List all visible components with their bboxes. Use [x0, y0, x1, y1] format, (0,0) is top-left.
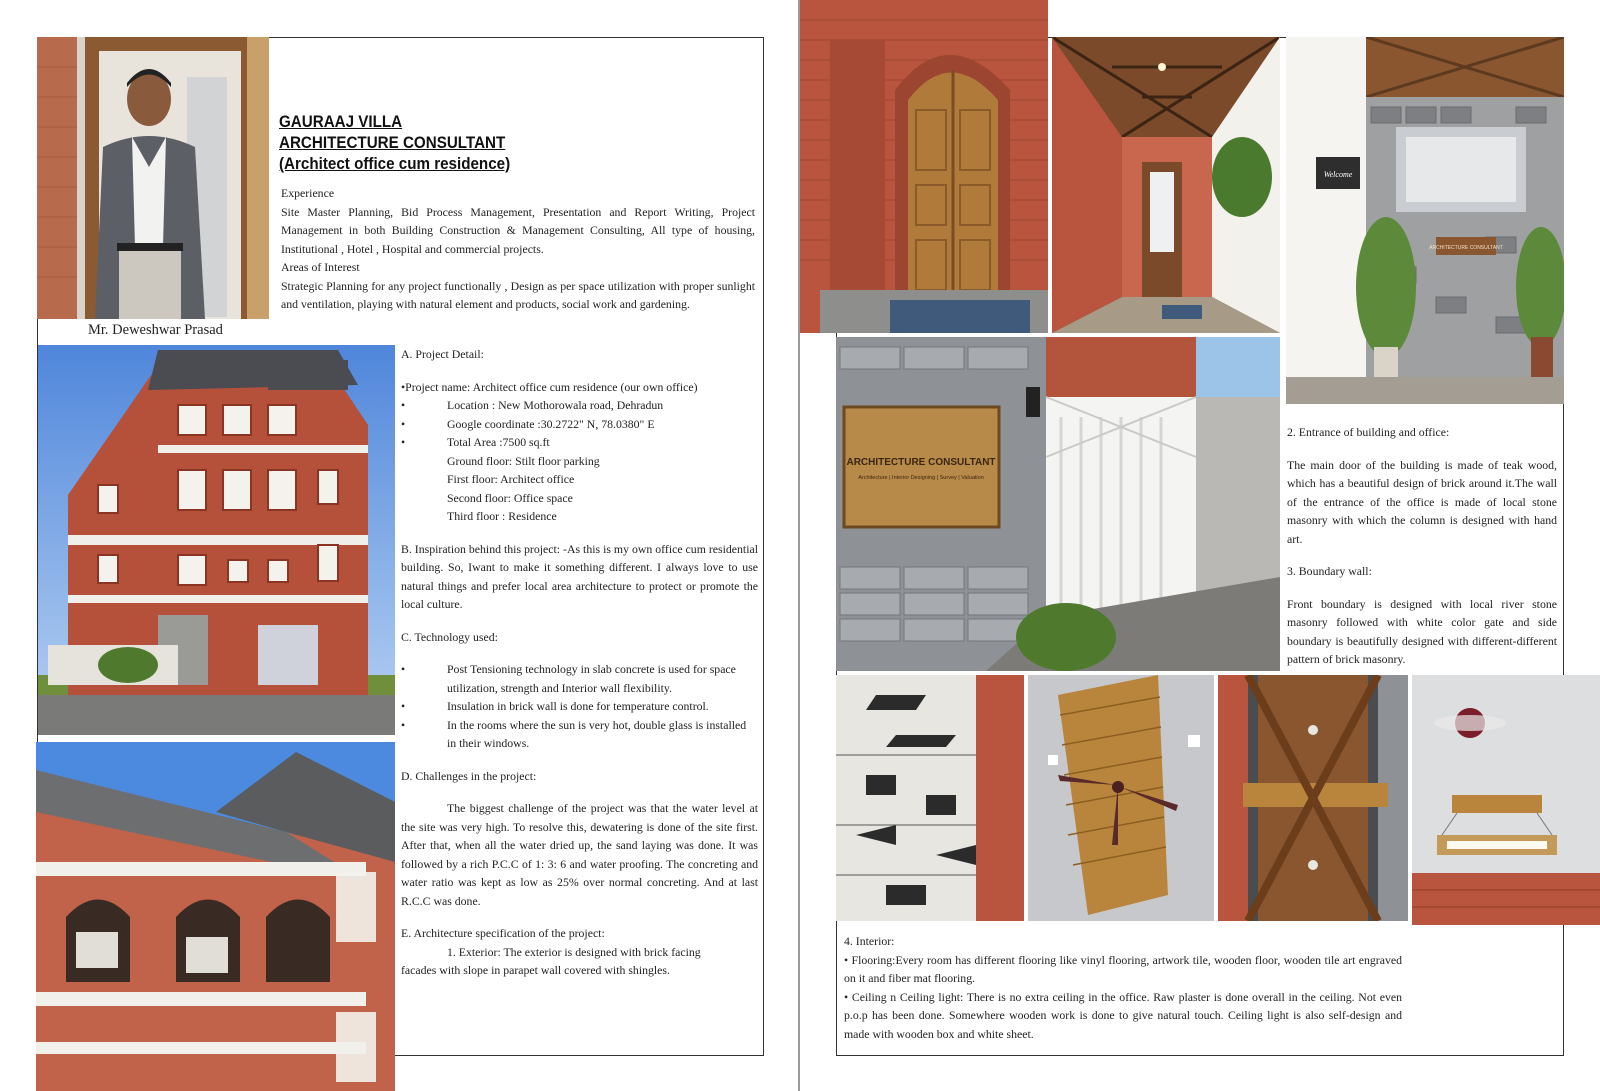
boundary-text: Front boundary is designed with local river stone masonry followed with white color gate and side boundary is beautifully designed with different-different pattern of brick masonry. — [1287, 596, 1557, 666]
boundary-gate-photo — [836, 337, 1280, 671]
technology-item: • Post Tensioning technology in slab concrete is used for space utilization, strength and Interior wall flexibility. — [401, 662, 736, 695]
architect-portrait-photo — [37, 37, 269, 319]
project-bullet: • Google coordinate :30.2722" N, 78.0380" E — [401, 416, 655, 431]
left-page — [0, 0, 798, 1091]
entrance-boundary-text — [1287, 423, 1557, 669]
page-title — [279, 112, 510, 175]
office-signboard-title: ARCHITECTURE CONSULTANT — [846, 457, 996, 468]
title-line-3: (Architect office cum residence) — [279, 155, 511, 173]
portrait-caption: Mr. Deweshwar Prasad — [88, 322, 223, 338]
flooring-photo — [836, 675, 1024, 921]
interior-flooring-text: • Flooring:Every room has different flooring like vinyl flooring, artwork tile, wooden floor, wooden tile art engraved on it and fiber mat flooring. — [844, 952, 1402, 985]
main-door-photo — [800, 0, 1048, 333]
technology-item: • Insulation in brick wall is done for temperature control. — [401, 699, 709, 713]
wooden-ceiling-photo — [1218, 675, 1408, 921]
interior-ceiling-text: • Ceiling n Ceiling light: There is no extra ceiling in the office. Raw plaster is done overall in the ceiling. Not even p.o.p has been done. Somewhere wooden work is done to give natural touch. Ceiling light is also self-design and made with wooden box and white sheet. — [844, 989, 1402, 1041]
ceiling-light-photo — [1412, 675, 1600, 925]
office-entrance-photo — [1286, 37, 1564, 404]
project-detail-heading: A. Project Detail: — [401, 347, 484, 361]
interior-text — [844, 932, 1402, 1043]
floor-line: Third floor : Residence — [447, 509, 557, 523]
office-name-plate: ARCHITECTURE CONSULTANT — [1429, 245, 1503, 251]
challenges-text: The biggest challenge of the project was that the water level at the site was very high. To resolve this, dewatering is done of the site first. After that, when all the water dried up, the sand laying was done. It was followed by a rich P.C.C of 1: 3: 6 and water proofing. The concreting and water ratio was kept as low as 25% over normal concreting. And at last R.C.C was done. — [401, 801, 758, 908]
experience-text: Site Master Planning, Bid Process Management, Presentation and Report Writing, Project Management in both Building Construction & Management Consulting, All type of housing, Institutional , Hotel , Hospital and commercial projects. — [281, 204, 755, 256]
project-details-block — [401, 345, 758, 980]
office-corridor-photo — [1052, 37, 1280, 333]
interest-heading: Areas of Interest — [281, 260, 360, 274]
welcome-sign: Welcome — [1323, 170, 1353, 179]
project-bullet: • Total Area :7500 sq.ft — [401, 435, 550, 449]
project-bullet: • Location : New Mothorowala road, Dehradun — [401, 398, 664, 412]
entrance-text: The main door of the building is made of teak wood, which has a beautiful design of brick around it.The wall of the entrance of the office is made of local stone masonry with which the column is designed with hand art. — [1287, 457, 1557, 546]
interior-heading: 4. Interior: — [844, 934, 895, 948]
technology-item: • In the rooms where the sun is very hot, double glass is installed in their windows. — [401, 717, 747, 750]
specification-lead: 1. Exterior: The exterior is designed with brick facing — [447, 944, 701, 959]
ceiling-fan-photo — [1028, 675, 1214, 921]
title-line-1: GAURAAJ VILLA — [279, 113, 403, 131]
building-facade-closeup-photo — [36, 742, 395, 1091]
challenges-heading: D. Challenges in the project: — [401, 768, 537, 783]
project-name-line: •Project name: Architect office cum residence (our own office) — [401, 379, 698, 394]
interest-text: Strategic Planning for any project functionally , Design as per space utilization with proper sunlight and ventilation, playing with natural element and products, social work and gardening. — [281, 278, 755, 311]
floor-line: Second floor: Office space — [447, 490, 573, 505]
boundary-heading: 3. Boundary wall: — [1287, 564, 1372, 578]
profile-text — [281, 184, 755, 314]
experience-heading: Experience — [281, 186, 335, 200]
specification-heading: E. Architecture specification of the project: — [401, 926, 605, 940]
entrance-heading: 2. Entrance of building and office: — [1287, 425, 1450, 439]
technology-heading: C. Technology used: — [401, 629, 498, 644]
specification-rest: facades with slope in parapet wall covered with shingles. — [401, 963, 670, 977]
title-line-2: ARCHITECTURE CONSULTANT — [279, 134, 506, 152]
building-exterior-photo — [38, 345, 395, 735]
right-page — [800, 0, 1600, 1091]
floor-line: Ground floor: Stilt floor parking — [447, 453, 600, 468]
office-signboard-services: Architecture | Interior Designing | Survey | Valuation — [858, 475, 984, 481]
floor-line: First floor: Architect office — [447, 472, 575, 486]
inspiration-text: B. Inspiration behind this project: -As this is my own office cum residential building. So, Iwant to make it something different. I always love to use natural things and prefer local area architecture to protect or promote the local culture. — [401, 541, 758, 611]
